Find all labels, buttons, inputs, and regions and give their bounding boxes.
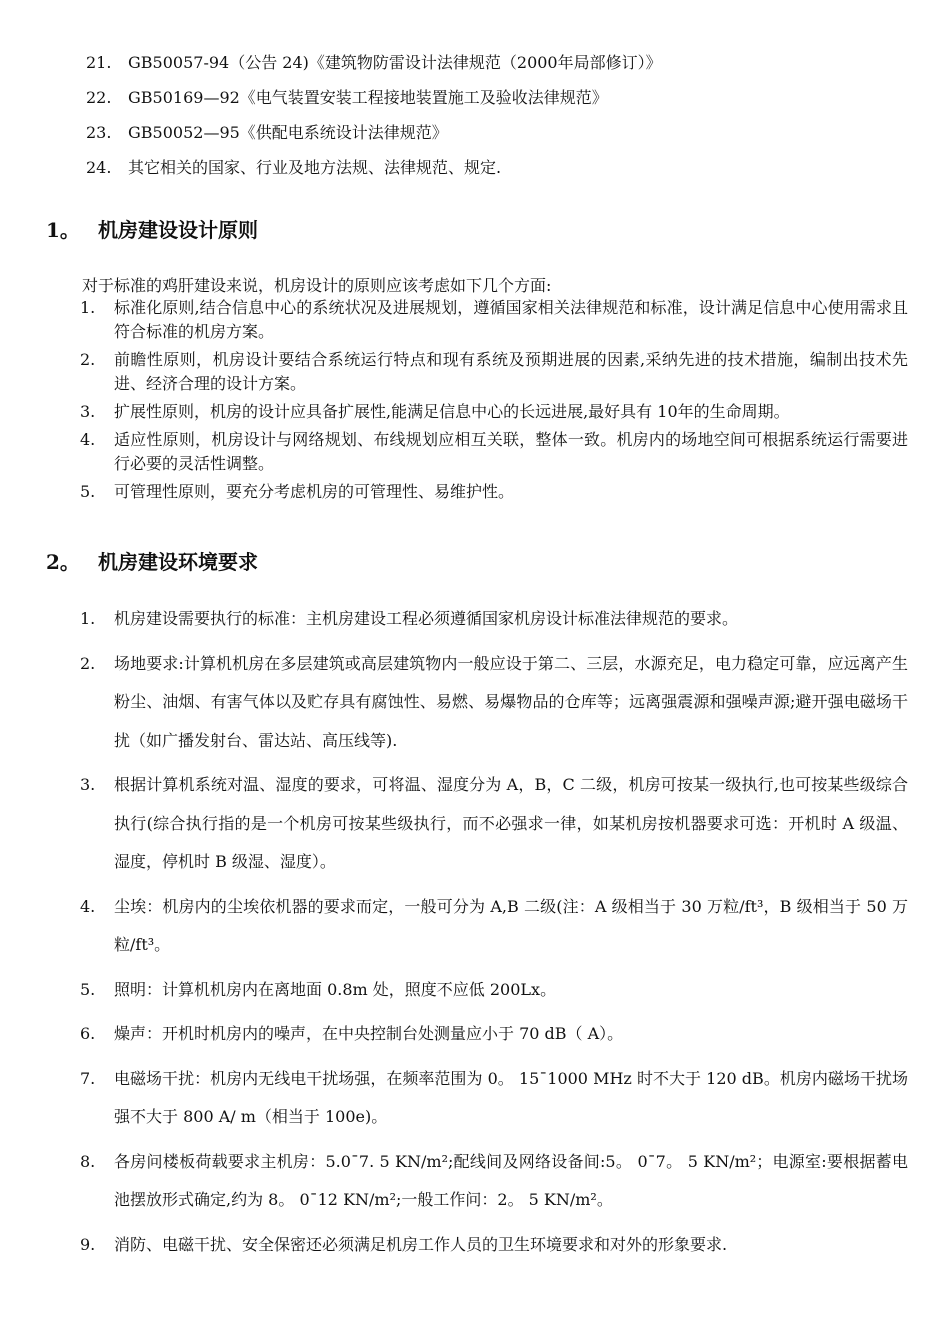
principle-item: [78, 480, 908, 504]
requirement-item: [78, 1060, 908, 1137]
section-2-heading: [46, 546, 258, 575]
reference-item: [86, 118, 926, 153]
reference-number: 24.: [86, 158, 112, 177]
item-text: 前瞻性原则，机房设计要结合系统运行特点和现有系统及预期进展的因素,采纳先进的技术措施，编制出技术先进、经济合理的设计方案。: [114, 350, 908, 393]
item-text: 可管理性原则，要充分考虑机房的可管理性、易维护性。: [114, 482, 515, 501]
item-number: 6.: [80, 1024, 96, 1043]
reference-text: GB50169—92《电气装置安装工程接地装置施工及验收法律规范》: [128, 88, 608, 107]
reference-number: 21.: [86, 53, 112, 72]
reference-number: 22.: [86, 88, 112, 107]
reference-number: 23.: [86, 123, 112, 142]
item-number: 2.: [80, 350, 96, 369]
item-text: 尘埃：机房内的尘埃依机器的要求而定，一般可分为 A,B 二级(注：A 级相当于 30 万粒/ft³，B 级相当于 50 万粒/ft³。: [114, 896, 908, 954]
item-text: 消防、电磁干扰、安全保密还必须满足机房工作人员的卫生环境要求和对外的形象要求.: [114, 1234, 728, 1254]
requirement-item: [78, 1015, 908, 1054]
section-title: 机房建设设计原则: [98, 218, 258, 242]
requirement-item: [78, 888, 908, 965]
section-title: 机房建设环境要求: [98, 550, 258, 574]
item-number: 3.: [80, 775, 96, 794]
item-text: 照明：计算机机房内在离地面 0.8m 处，照度不应低 200Lx。: [114, 979, 557, 999]
item-text: 燥声：开机时机房内的噪声，在中央控制台处测量应小于 70 dB（ A）。: [114, 1024, 624, 1043]
requirement-item: [78, 1143, 908, 1220]
item-number: 4.: [80, 896, 96, 916]
section-1-heading: [46, 214, 258, 243]
item-text: 各房问楼板荷载要求主机房：5.0¯7. 5 KN/m²;配线间及网络设备间:5。 0¯7。 5 KN/m²；电源室:要根据蓄电池摆放形式确定,约为 8。 0¯12 KN/m²;一般工作问：2。 5 KN/m²。: [114, 1151, 908, 1209]
reference-text: GB50052—95《供配电系统设计法律规范》: [128, 123, 448, 142]
principle-item: [78, 400, 908, 424]
requirement-item: [78, 1226, 908, 1265]
item-number: 3.: [80, 402, 96, 421]
item-text: 适应性原则，机房设计与网络规划、布线规划应相互关联，整体一致。机房内的场地空间可根据系统运行需要进行必要的灵活性调整。: [114, 430, 908, 473]
principle-item: [78, 296, 908, 344]
item-number: 1.: [80, 298, 96, 317]
item-number: 7.: [80, 1068, 96, 1088]
principle-item: [78, 348, 908, 396]
section-number: 1。: [46, 218, 80, 242]
reference-text: 其它相关的国家、行业及地方法规、法律规范、规定.: [128, 158, 502, 177]
reference-item: [86, 153, 926, 188]
reference-list: [86, 48, 926, 188]
item-number: 9.: [80, 1234, 96, 1254]
item-number: 5.: [80, 482, 96, 501]
item-text: 机房建设需要执行的标准：主机房建设工程必须遵循国家机房设计标准法律规范的要求。: [114, 609, 739, 628]
item-number: 1.: [80, 609, 96, 628]
section-1-intro: 对于标准的鸡肝建设来说，机房设计的原则应该考虑如下几个方面:: [82, 276, 552, 295]
section-number: 2。: [46, 550, 80, 574]
item-text: 扩展性原则，机房的设计应具备扩展性,能满足信息中心的长远进展,最好具有 10年的生命周期。: [114, 402, 790, 421]
reference-item: [86, 83, 926, 118]
requirement-item: [78, 766, 908, 882]
item-number: 8.: [80, 1151, 96, 1171]
requirement-item: [78, 645, 908, 761]
item-number: 4.: [80, 430, 96, 449]
item-text: 标准化原则,结合信息中心的系统状况及进展规划，遵循国家相关法律规范和标准，设计满足信息中心使用需求且符合标准的机房方案。: [114, 298, 908, 341]
principle-item: [78, 428, 908, 476]
item-number: 5.: [80, 979, 96, 999]
item-text: 场地要求:计算机机房在多层建筑或高层建筑物内一般应设于第二、三层，水源充足，电力稳定可靠，应远离产生粉尘、油烟、有害气体以及贮存具有腐蚀性、易燃、易爆物品的仓库等；远离强震源和强噪声源;避开强电磁场干扰（如广播发射台、雷达站、高压线等).: [114, 653, 908, 750]
environment-requirements-list: [78, 600, 908, 1270]
principles-list: [78, 296, 908, 508]
reference-item: [86, 48, 926, 83]
item-number: 2.: [80, 653, 96, 673]
requirement-item: [78, 600, 908, 639]
requirement-item: [78, 971, 908, 1010]
item-text: 电磁场干扰：机房内无线电干扰场强，在频率范围为 0。 15¯1000 MHz 时不大于 120 dB。机房内磁场干扰场强不大于 800 A/ m（相当于 100e)。: [114, 1068, 908, 1126]
reference-text: GB50057-94（公告 24)《建筑物防雷设计法律规范（2000年局部修订）》: [128, 53, 662, 72]
item-text: 根据计算机系统对温、湿度的要求，可将温、湿度分为 A，B，C 二级，机房可按某一级执行,也可按某些级综合执行(综合执行指的是一个机房可按某些级执行，而不必强求一律，如某机房按机器要求可选：开机时 A 级温、湿度，停机时 B 级湿、湿度）。: [114, 775, 908, 871]
